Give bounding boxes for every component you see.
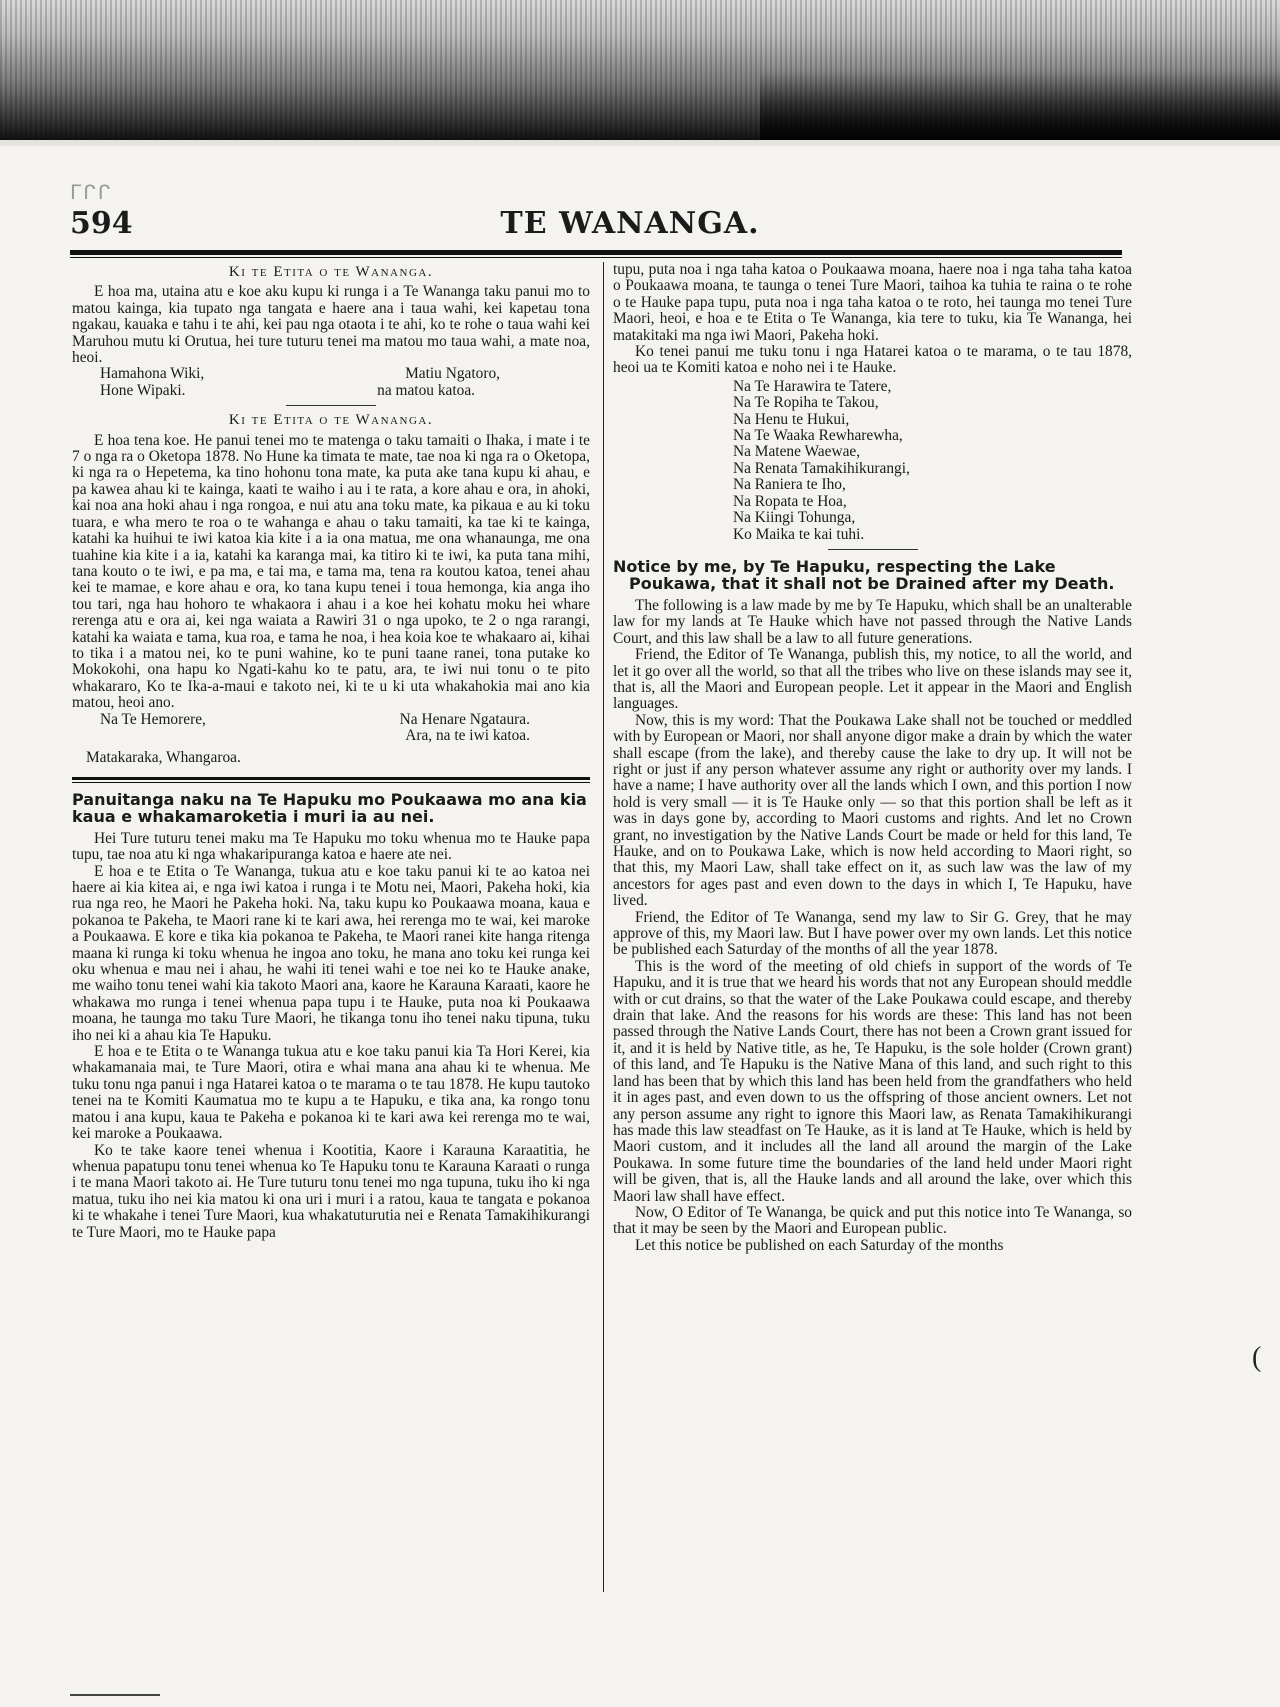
- maori-notice-continuation: tupu, puta noa i nga taha katoa o Poukaawa moana, haere noa i nga taha taha katoa o Poukaawa moana, te taunga o tenei Ture Maori, taihoa ka tuhia te raina o te rohe o te Hauke papa tupu, puta noa i nga taha katoa o te roto, hei taunga mo tenei Ture Maori, heoi, e hoa e te Etita o Te Wananga, kia tere to tuku, kia Te Wananga, hei matakitaki ma nga iwi Maori, Pakeha hoki.: [613, 261, 1132, 344]
- header-rule-thin: [70, 257, 1122, 258]
- section-rule: [286, 405, 376, 406]
- letter-1-signature-row-2: [72, 383, 590, 399]
- letter-2-signatory: Na Te Hemorere,: [100, 710, 206, 728]
- letter-1-signatory: na matou katoa.: [377, 381, 475, 399]
- maori-notice-paragraph: E hoa e te Etita o te Wananga tukua atu e koe taku panui kia Ta Hori Kerei, kia whakamanaia mai, te Ture Maori, otira e whai mana ana ahau ki te whenua. Me tuku tonu nga panui i nga Hatarei katoa o te marama o te tau 1878. He kupu tautoko tenei na te Komiti Kaumatua mo te kupu a te Hapuku, e tika ana, ka rongo tonu matou i ana kupu, kaua te Pakeha e pokanoa ki te kari awa kei rerenga mo te wai, kei maroke a Poukaawa.: [72, 1043, 590, 1143]
- committee-name: Na Henu te Hukui,: [733, 410, 850, 428]
- section-double-rule: [72, 777, 590, 783]
- letter-2-signature-row-1: [72, 712, 590, 728]
- letter-2-place: Matakaraka, Whangaroa.: [86, 749, 241, 767]
- maori-notice-paragraph: E hoa e te Etita o Te Wananga, tukua atu e koe taku panui ki te ao katoa nei haere ai kia kitea ai, e nga iwi katoa i runga i te Motu nei, Maori, Pakeha hoki, kia rua nga reo, he Maori he Pakeha hoki. Na, taku kupu ko Poukaawa moana, kaua e pokanoa te Pakeha, te Maori rane ki te kari awa, hei rerenga mo te wai, kei maroke a Poukaawa. E kore e tika kia pokanoa te Pakeha, te Maori ranei kite hanga ritenga maana ki runga ki toku whenua he ingoa ano toku, he mana ano toku kei runga kei oku whenua e mau nei i ahau, he wahi iti tenei wahi e toe nei ko te Hauke anake, me waiho tonu tenei wahi kia takoto Maori ana, kaore he Karauna Karaati, kaore he whakawa mo runga i tenei whenua papa tupu i te Hauke, puta noa ki Poukaawa moana, he taunga mo taku Ture Maori, he tikanga tonu iho tenei naku tipuna, tuku iho nei ki a ahau kia Te Hapuku.: [72, 862, 590, 1044]
- column-divider: [603, 262, 604, 1592]
- letter-1-signatory: Hone Wipaki.: [100, 381, 186, 399]
- bottom-rule: [70, 1694, 160, 1696]
- committee-name: Na Te Harawira te Tatere,: [733, 377, 892, 395]
- masthead-title: TE WANANGA.: [500, 206, 760, 241]
- committee-name: Na Kiingi Tohunga,: [733, 509, 856, 527]
- committee-name: Na Renata Tamakihikurangi,: [733, 459, 910, 477]
- committee-name: Na Ropata te Hoa,: [733, 492, 847, 510]
- page-number: 594: [70, 206, 133, 241]
- english-notice-paragraph: Friend, the Editor of Te Wananga, publish this, my notice, to all the world, and let it go over all the world, so that all the tribes who live on these islands may see it, that is, all the Maori and European people. Let it appear in the Maori and English languages.: [613, 646, 1132, 713]
- header-rule-thick: [70, 250, 1122, 255]
- letter-1-signatory: Hamahona Wiki,: [100, 365, 205, 383]
- english-notice-paragraph: Let this notice be published on each Saturday of the months: [635, 1236, 1004, 1254]
- letter-2-signatory: Ara, na te iwi katoa.: [405, 726, 530, 744]
- margin-mark: (: [1252, 1342, 1262, 1373]
- maori-notice-title: Panuitanga naku na Te Hapuku mo Poukaawa mo ana kia kaua e whakamaroketia i muri ia au nei.: [72, 789, 587, 826]
- committee-name-list: [613, 379, 1132, 543]
- maori-notice: [72, 791, 590, 1241]
- committee-name: Ko Maika te kai tuhi.: [733, 525, 865, 543]
- committee-name: Na Matene Waewae,: [733, 443, 861, 461]
- english-notice-paragraph: Now, O Editor of Te Wananga, be quick and put this notice into Te Wananga, so that it may be seen by the Maori and European public.: [613, 1203, 1132, 1238]
- letter-1: [72, 264, 590, 399]
- letter-2-signature-row-2: [72, 728, 590, 744]
- page-mark: ᒥᒋᒋ: [70, 180, 113, 204]
- letter-2: [72, 412, 590, 767]
- letter-2-signatory: Na Henare Ngataura.: [399, 710, 530, 728]
- maori-notice-paragraph: Hei Ture tuturu tenei maku ma Te Hapuku mo toku whenua mo te Hauke papa tupu, tae noa atu ki nga whakaripuranga katoa e haere ate nei.: [72, 829, 590, 864]
- english-notice-title-line-2: Poukawa, that it shall not be Drained after my Death.: [629, 573, 1115, 593]
- section-rule: [828, 549, 918, 550]
- page-edge: [0, 140, 1280, 146]
- letter-2-body: E hoa tena koe. He panui tenei mo te matenga o taku tamaiti o Ihaka, i mate i te 7 o nga ra o Oketopa 1878. No Hune ka timata te mate, tae noa ki nga ra o Oketopa, ki nga ra o Hepetema, ka tino hohonu tona mate, ka puta ake tana kupu ki ahau, e pa kawea ahau ki te kainga, kaati te waiho i au i te rata, a kore ahau e ora, in ahoki, kai noa ana hoki ahau i nga rongoa, e nui atu ana toku mate, ka pikaua e au ki toku tuara, e wha mero te roa o te wahanga e ahau o taku tamaiti, ka tae ki te kainga, katahi ka huihui te iwi katoa kia kite i a ia ona matua, me ona whanaunga, me ona tuahine kia kite i a ia, katahi ka karanga mai, ka titiro ki te iwi, ka puta tana mihi, tana kouto o te iwi, e pa ma, e tai ma, e tama ma, tena ra koutou katoa, tenei ahau kei te mamae, e kore ahau e ora, ko tana kupu tenei i toua hemonga, kia anga iho tou tari, nga hau hohoro te whakaora i ahau i a koe hei kohatu moku hei whare rerenga atu e ora ai, kei nga waiata a Rawiri 31 o nga upoko, te 2 o nga rarangi, katahi ka waiata e tama, kua roa, e tama he noa, i hea koia koe te whakaaro ai, kihai to tika i a matou nei, ko te puni wahine, ko te puni taane ranei, tona putake ko Mokokohi, ona hapu ko Ngati-kahu ko te patu, ara, te iwi nui tonu o te pito whakararo, Ko te Ika-a-maui e takoto nei, ki te u ki uta whakahokia mai ano kia matou, heoi ano.: [72, 431, 590, 712]
- maori-notice-paragraph: Ko te take kaore tenei whenua i Kootitia, Kaore i Karauna Karaatitia, he whenua papatupu tonu tenei whenua ko Te Hapuku tonu te Karauna Karaati o runga i te mana Maori takoto ai. He Ture tuturu tonu tenei mo nga tupuna, tuku iho ki nga matua, tuku iho nei kia matou ki ona uri i muri i a ratou, kaua te tangata e pokanoa ki te whakahe i tenei Ture Maori, kua whakatuturutia nei e Renata Tamakihikurangi te Ture Maori, mo te Hauke papa: [72, 1141, 590, 1241]
- committee-name: Na Te Waaka Rewharewha,: [733, 427, 903, 445]
- committee-name: Na Te Ropiha te Takou,: [733, 394, 879, 412]
- scan-artifact-band: [0, 0, 1280, 140]
- letter-1-heading: Ki te Etita o te Wananga.: [228, 264, 434, 280]
- english-notice-paragraph: Friend, the Editor of Te Wananga, send my law to Sir G. Grey, that he may approve of this, my Maori law. But I have power over my own lands. Let this notice be published each Saturday of the months of all the year 1878.: [613, 908, 1132, 959]
- letter-1-signatory: Matiu Ngatoro,: [405, 365, 500, 383]
- letter-2-heading: Ki te Etita o te Wananga.: [228, 412, 434, 429]
- english-notice-title: [613, 558, 1132, 592]
- letter-1-body: E hoa ma, utaina atu e koe aku kupu ki runga i a Te Wananga taku panui mo to matou kainga, kia tupato nga tangata e haere ana i taua wahi, kei kapetau tona ngakau, kauaka e tahu i te ahi, kei pau nga otaota i te ahi, ko te rohe o taua wahi kei Maruhou mutu ki Orutua, hei ture tuturu tenei ma matou mo taua wahi, a mate noa, heoi.: [72, 283, 590, 367]
- committee-name: Na Raniera te Iho,: [733, 476, 846, 494]
- english-notice-paragraph: This is the word of the meeting of old chiefs in support of the words of Te Hapuku, and it is true that we heard his words that not any European should meddle with or cut drains, so that the water of the Lake Poukawa could escape, and thereby drain that lake. And the reasons for his words are these: This land has not been passed through the Native Lands Court, there has not been a Crown grant issued for it, and it is held by Native title, as he, Te Hapuku, is the sole holder (Crown grant) of this land, and Te Hapuku is the Native Mana of this land, and such right to this land has been that by which this land has been held from the grandfathers who held it in ages past, and even down to us the offspring of those ancient owners. Let not any person assume any right to ignore this Maori law, as Renata Tamakihikurangi has made this law steadfast on Te Hauke, as it is land at Te Hauke, which is held by Maori custom, and it includes all the land all around the margin of the Lake Poukawa. In some future time the boundaries of the land held under Maori right will be given, that is, all the Hauke lands and all around the lake, over which this Maori law shall have effect.: [613, 957, 1132, 1205]
- right-column: [613, 262, 1132, 1254]
- english-notice-paragraph: The following is a law made by me by Te Hapuku, which shall be an unalterable law for my lands at Te Hauke which have not passed through the Native Lands Court, and this law shall be a law to all future generations.: [613, 596, 1132, 647]
- page-header: [70, 206, 1120, 246]
- english-notice-paragraph: Now, this is my word: That the Poukawa Lake shall not be touched or meddled with by European or Maori, nor shall anyone digor make a drain by which the water shall escape (from the lake), and thereby cause the lake to dry up. It will not be right or just if any person whatever assume any right or authority over my lands. I have a name; I have authority over all the lands which I own, and this portion I now hold is very small — it is Te Hauke only — so that this portion shall be left as it was in days gone by, according to Maori customs and rights. And let no Crown grant, no investigation by the Native Lands Court be made or held for this land, Te Hauke, and on to Poukawa Lake, which is now held according to Maori right, so that this, my Maori Law, shall take effect on it, as such law was the law of my ancestors for ages past and even down to the days in which I, Te Hapuku, have lived.: [613, 711, 1132, 910]
- left-column: [72, 262, 590, 1241]
- english-notice-title-line-1: Notice by me, by Te Hapuku, respecting the Lake: [613, 556, 1056, 576]
- committee-statement: Ko tenei panui me tuku tonu i nga Hatarei katoa o te marama, o te tau 1878, heoi ua te Komiti katoa e noho nei i te Hauke.: [613, 343, 1132, 377]
- letter-1-signature-row-1: [72, 366, 590, 382]
